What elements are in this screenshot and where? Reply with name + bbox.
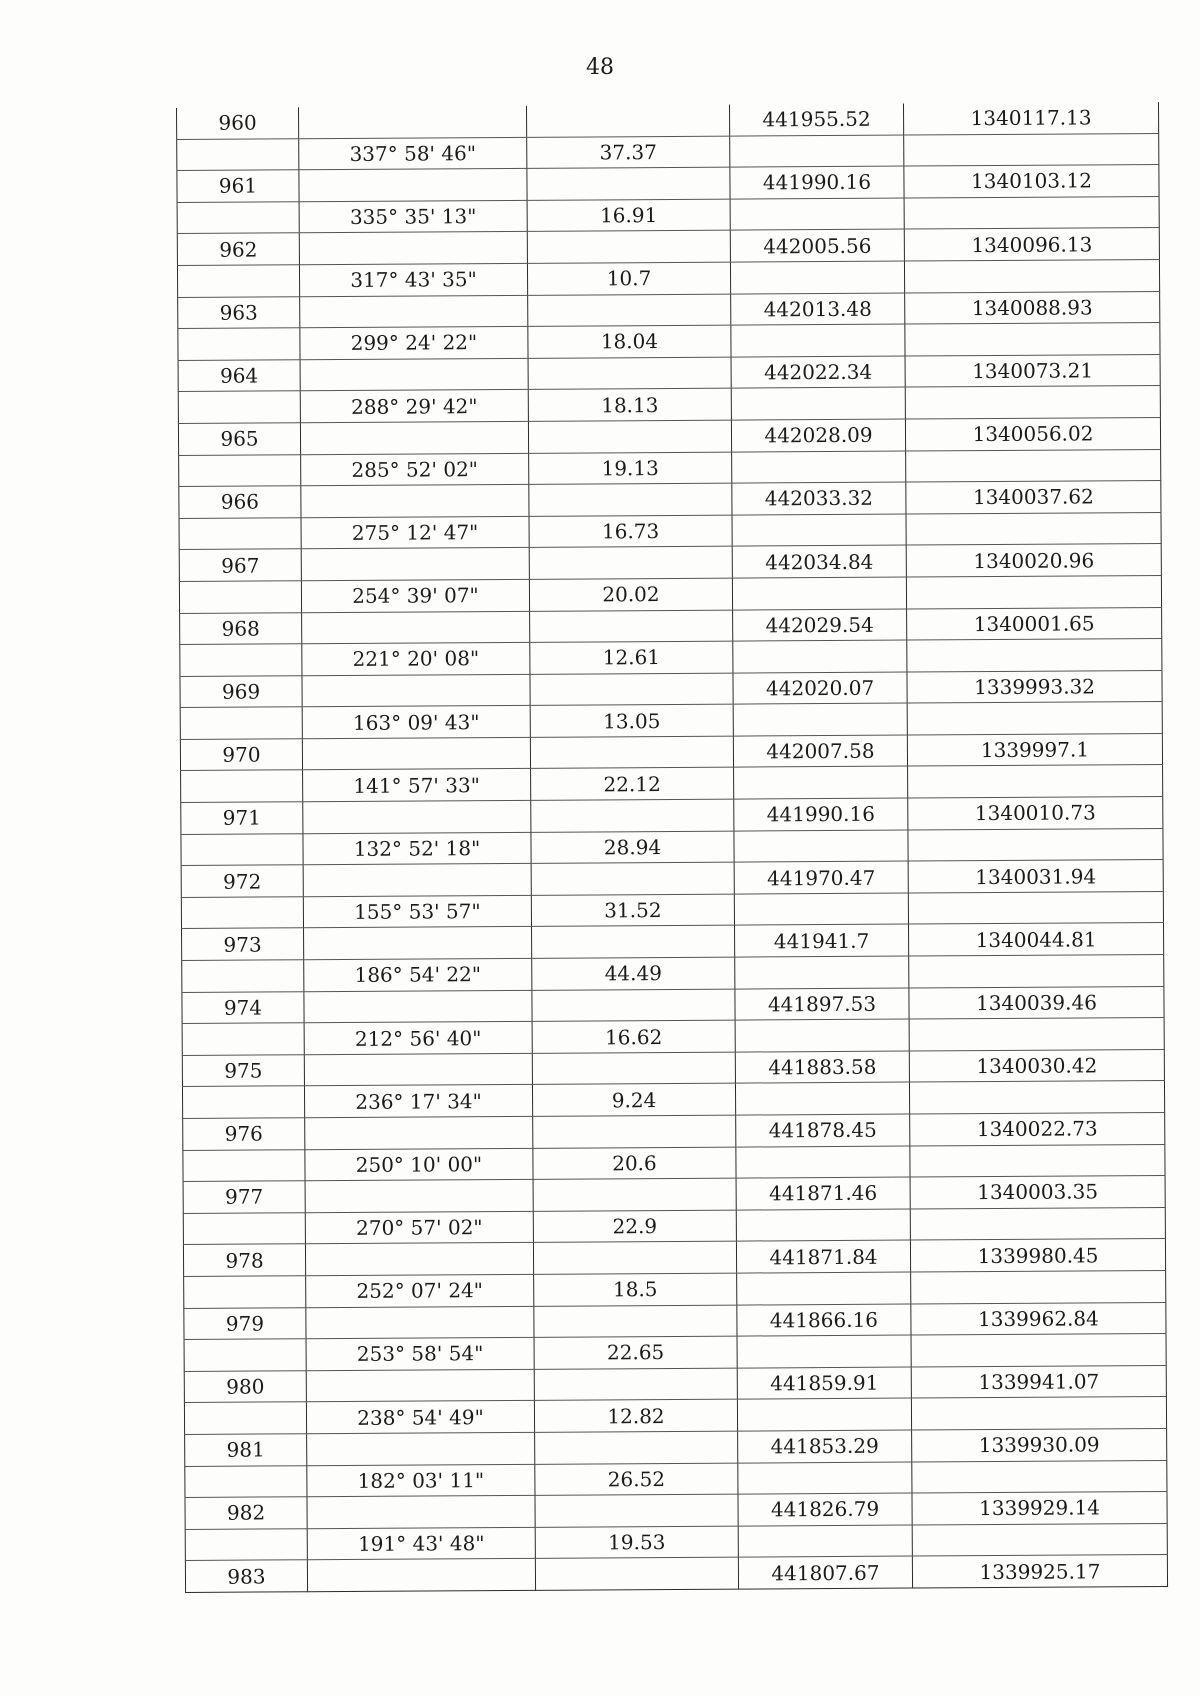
northing-cell — [909, 1081, 1164, 1114]
easting-cell — [738, 1462, 912, 1495]
northing-cell — [904, 259, 1159, 292]
distance-cell — [527, 230, 730, 263]
distance-cell — [533, 1115, 736, 1148]
bearing-cell — [306, 1369, 534, 1402]
point-cell: 977 — [183, 1181, 305, 1213]
northing-cell: 1340003.35 — [910, 1176, 1165, 1209]
easting-cell — [737, 1398, 911, 1431]
bearing-cell: 250° 10' 00" — [305, 1148, 533, 1181]
point-cell — [185, 1528, 307, 1560]
point-cell: 961 — [177, 170, 299, 202]
northing-cell: 1340096.13 — [904, 228, 1159, 261]
point-cell: 976 — [183, 1118, 305, 1150]
easting-cell: 441853.29 — [738, 1430, 912, 1463]
distance-cell — [528, 294, 731, 327]
distance-cell — [532, 1052, 735, 1085]
point-cell — [182, 1023, 304, 1055]
easting-cell: 442007.58 — [733, 735, 907, 768]
point-cell: 973 — [182, 928, 304, 960]
northing-cell — [912, 1523, 1167, 1556]
northing-cell: 1340030.42 — [909, 1049, 1164, 1082]
bearing-cell: 288° 29' 42" — [300, 390, 528, 423]
easting-cell: 441871.84 — [736, 1240, 910, 1273]
easting-cell: 441990.16 — [730, 166, 904, 199]
easting-cell — [730, 261, 904, 294]
distance-cell: 22.9 — [533, 1210, 736, 1243]
point-cell — [177, 265, 299, 297]
northing-cell: 1339993.32 — [907, 670, 1162, 703]
point-cell: 974 — [182, 991, 304, 1023]
northing-cell — [908, 765, 1163, 798]
distance-cell: 22.65 — [534, 1336, 737, 1369]
distance-cell — [532, 989, 735, 1022]
distance-cell: 10.7 — [527, 262, 730, 295]
point-cell — [181, 833, 303, 865]
point-cell: 966 — [179, 486, 301, 518]
point-cell — [178, 328, 300, 360]
distance-cell — [528, 420, 731, 453]
point-cell — [183, 1149, 305, 1181]
northing-cell — [908, 891, 1163, 924]
distance-cell: 20.6 — [533, 1147, 736, 1180]
northing-cell: 1340073.21 — [905, 354, 1160, 387]
bearing-cell: 275° 12' 47" — [301, 516, 529, 549]
northing-cell: 1340001.65 — [907, 607, 1162, 640]
bearing-cell: 299° 24' 22" — [300, 327, 528, 360]
northing-cell: 1339962.84 — [911, 1302, 1166, 1335]
bearing-cell — [307, 1559, 535, 1592]
point-cell — [184, 1402, 306, 1434]
northing-cell: 1339941.07 — [911, 1365, 1166, 1398]
easting-cell: 441970.47 — [734, 861, 908, 894]
point-cell: 982 — [185, 1497, 307, 1529]
distance-cell — [532, 926, 735, 959]
easting-cell — [734, 893, 908, 926]
distance-cell — [535, 1557, 738, 1590]
easting-cell: 442013.48 — [731, 293, 905, 326]
point-row — [185, 1555, 1167, 1593]
easting-cell: 442033.32 — [732, 482, 906, 515]
point-cell: 968 — [180, 612, 302, 644]
point-cell — [183, 1213, 305, 1245]
point-cell — [179, 517, 301, 549]
distance-cell — [530, 673, 733, 706]
easting-cell: 442029.54 — [733, 609, 907, 642]
bearing-cell — [298, 106, 526, 138]
northing-cell — [904, 196, 1159, 229]
point-cell — [181, 897, 303, 929]
bearing-cell — [305, 1243, 533, 1276]
distance-cell: 16.91 — [527, 199, 730, 232]
point-cell — [184, 1339, 306, 1371]
easting-cell — [731, 387, 905, 420]
northing-cell — [906, 512, 1161, 545]
easting-cell — [738, 1525, 912, 1558]
easting-cell: 441883.58 — [735, 1051, 909, 1084]
distance-cell — [529, 546, 732, 579]
bearing-cell — [304, 990, 532, 1023]
bearing-cell: 253° 58' 54" — [306, 1337, 534, 1370]
easting-cell: 441897.53 — [735, 988, 909, 1021]
easting-cell — [737, 1335, 911, 1368]
point-cell: 978 — [183, 1244, 305, 1276]
easting-cell — [737, 1272, 911, 1305]
bearing-cell: 335° 35' 13" — [299, 200, 527, 233]
point-cell — [177, 202, 299, 234]
northing-cell — [907, 702, 1162, 735]
northing-cell: 1340056.02 — [905, 417, 1160, 450]
distance-cell — [535, 1494, 738, 1527]
easting-cell — [736, 1209, 910, 1242]
distance-cell: 16.73 — [529, 515, 732, 548]
bearing-cell: 285° 52' 02" — [301, 453, 529, 486]
bearing-cell — [303, 800, 531, 833]
distance-cell: 18.13 — [528, 388, 731, 421]
northing-cell: 1340022.73 — [910, 1112, 1165, 1145]
northing-cell: 1340031.94 — [908, 860, 1163, 893]
easting-cell: 442005.56 — [730, 229, 904, 262]
northing-cell — [904, 133, 1159, 166]
bearing-cell — [302, 674, 530, 707]
point-cell: 969 — [180, 675, 302, 707]
point-cell: 962 — [177, 233, 299, 265]
easting-cell — [732, 451, 906, 484]
point-cell — [177, 138, 299, 170]
point-cell: 975 — [182, 1055, 304, 1087]
point-cell — [179, 454, 301, 486]
easting-cell — [732, 514, 906, 547]
distance-cell — [534, 1368, 737, 1401]
bearing-cell — [300, 358, 528, 391]
bearing-cell — [307, 1495, 535, 1528]
bearing-cell: 163° 09' 43" — [302, 706, 530, 739]
northing-cell: 1340037.62 — [906, 481, 1161, 514]
point-cell: 981 — [185, 1434, 307, 1466]
easting-cell — [730, 198, 904, 231]
point-cell: 980 — [184, 1370, 306, 1402]
easting-cell: 441941.7 — [735, 924, 909, 957]
distance-cell — [527, 167, 730, 200]
bearing-cell — [299, 232, 527, 265]
bearing-cell — [301, 548, 529, 581]
distance-cell — [534, 1305, 737, 1338]
distance-cell — [526, 105, 729, 137]
point-cell — [184, 1276, 306, 1308]
distance-cell: 13.05 — [530, 704, 733, 737]
easting-cell: 441859.91 — [737, 1367, 911, 1400]
bearing-cell — [306, 1306, 534, 1339]
point-cell: 979 — [184, 1307, 306, 1339]
point-cell — [182, 960, 304, 992]
bearing-cell: 270° 57' 02" — [305, 1211, 533, 1244]
point-cell — [179, 581, 301, 613]
bearing-cell — [299, 169, 527, 202]
easting-cell: 442020.07 — [733, 672, 907, 705]
bearing-cell — [304, 927, 532, 960]
northing-cell: 1339925.17 — [912, 1555, 1167, 1588]
bearing-cell — [307, 1432, 535, 1465]
point-cell — [181, 770, 303, 802]
northing-cell — [905, 386, 1160, 419]
distance-cell: 18.04 — [528, 325, 731, 358]
point-cell: 967 — [179, 549, 301, 581]
distance-cell: 12.61 — [530, 641, 733, 674]
bearing-cell: 212° 56' 40" — [304, 1022, 532, 1055]
distance-cell — [535, 1431, 738, 1464]
point-cell — [182, 1086, 304, 1118]
distance-cell: 12.82 — [534, 1399, 737, 1432]
distance-cell: 19.13 — [529, 452, 732, 485]
northing-cell — [906, 575, 1161, 608]
distance-cell — [533, 1241, 736, 1274]
bearing-cell: 337° 58' 46" — [299, 137, 527, 170]
distance-cell — [529, 483, 732, 516]
bearing-cell: 155° 53' 57" — [303, 895, 531, 928]
distance-cell: 20.02 — [529, 578, 732, 611]
northing-cell: 1340103.12 — [904, 165, 1159, 198]
distance-cell — [533, 1178, 736, 1211]
northing-cell: 1340010.73 — [908, 797, 1163, 830]
northing-cell — [908, 828, 1163, 861]
easting-cell: 441990.16 — [734, 798, 908, 831]
northing-cell: 1339929.14 — [912, 1492, 1167, 1525]
bearing-cell — [305, 1116, 533, 1149]
bearing-cell — [303, 864, 531, 897]
bearing-cell: 186° 54' 22" — [304, 958, 532, 991]
easting-cell — [736, 1146, 910, 1179]
easting-cell — [731, 324, 905, 357]
distance-cell — [530, 736, 733, 769]
northing-cell: 1339980.45 — [910, 1239, 1165, 1272]
easting-cell: 441826.79 — [738, 1493, 912, 1526]
bearing-cell — [300, 295, 528, 328]
northing-cell — [909, 955, 1164, 988]
point-cell — [180, 644, 302, 676]
point-cell: 960 — [176, 107, 298, 139]
northing-cell: 1340020.96 — [906, 544, 1161, 577]
distance-cell: 31.52 — [531, 894, 734, 927]
distance-cell: 9.24 — [532, 1084, 735, 1117]
easting-cell: 442034.84 — [732, 545, 906, 578]
bearing-cell — [302, 611, 530, 644]
bearing-cell: 221° 20' 08" — [302, 642, 530, 675]
point-cell: 972 — [181, 865, 303, 897]
coordinate-table — [176, 102, 1168, 1593]
point-cell: 970 — [180, 739, 302, 771]
northing-cell: 1339997.1 — [907, 733, 1162, 766]
point-cell — [185, 1465, 307, 1497]
easting-cell — [732, 577, 906, 610]
point-cell: 983 — [185, 1560, 307, 1592]
bearing-cell — [302, 737, 530, 770]
distance-cell: 19.53 — [535, 1526, 738, 1559]
easting-cell: 442028.09 — [731, 419, 905, 452]
northing-cell — [911, 1270, 1166, 1303]
distance-cell: 18.5 — [534, 1273, 737, 1306]
easting-cell — [734, 767, 908, 800]
northing-cell — [910, 1144, 1165, 1177]
northing-cell — [911, 1334, 1166, 1367]
coordinate-table-body — [176, 102, 1167, 1592]
point-cell — [180, 707, 302, 739]
distance-cell: 44.49 — [532, 957, 735, 990]
bearing-cell: 141° 57' 33" — [303, 769, 531, 802]
northing-cell: 1339930.09 — [912, 1428, 1167, 1461]
northing-cell: 1340117.13 — [903, 102, 1158, 135]
point-cell — [178, 391, 300, 423]
distance-cell: 16.62 — [532, 1020, 735, 1053]
easting-cell: 441955.52 — [729, 104, 903, 136]
distance-cell: 28.94 — [531, 831, 734, 864]
northing-cell — [910, 1207, 1165, 1240]
northing-cell — [907, 639, 1162, 672]
northing-cell — [906, 449, 1161, 482]
easting-cell — [733, 640, 907, 673]
bearing-cell: 317° 43' 35" — [299, 263, 527, 296]
point-cell: 963 — [178, 296, 300, 328]
bearing-cell: 252° 07' 24" — [306, 1274, 534, 1307]
easting-cell — [735, 956, 909, 989]
distance-cell: 26.52 — [535, 1463, 738, 1496]
bearing-cell: 132° 52' 18" — [303, 832, 531, 865]
easting-cell: 441878.45 — [736, 1114, 910, 1147]
point-cell: 965 — [178, 423, 300, 455]
page-number: 48 — [586, 55, 614, 80]
point-cell: 964 — [178, 359, 300, 391]
northing-cell — [909, 1018, 1164, 1051]
coordinate-table-wrapper — [176, 102, 1167, 1593]
easting-cell: 441807.67 — [738, 1556, 912, 1589]
easting-cell — [735, 1082, 909, 1115]
northing-cell: 1340039.46 — [909, 986, 1164, 1019]
northing-cell: 1340044.81 — [909, 923, 1164, 956]
bearing-cell: 254° 39' 07" — [301, 579, 529, 612]
distance-cell: 37.37 — [527, 136, 730, 169]
northing-cell — [912, 1460, 1167, 1493]
bearing-cell: 238° 54' 49" — [306, 1401, 534, 1434]
northing-cell: 1340088.93 — [905, 291, 1160, 324]
northing-cell — [905, 323, 1160, 356]
distance-cell — [531, 799, 734, 832]
easting-cell — [733, 703, 907, 736]
bearing-cell: 236° 17' 34" — [304, 1085, 532, 1118]
bearing-cell — [304, 1053, 532, 1086]
point-cell: 971 — [181, 802, 303, 834]
easting-cell: 441871.46 — [736, 1177, 910, 1210]
easting-cell — [735, 1019, 909, 1052]
easting-cell: 442022.34 — [731, 356, 905, 389]
bearing-cell — [305, 1180, 533, 1213]
easting-cell — [730, 135, 904, 168]
distance-cell — [528, 357, 731, 390]
distance-cell — [530, 610, 733, 643]
distance-cell — [531, 862, 734, 895]
easting-cell: 441866.16 — [737, 1304, 911, 1337]
easting-cell — [734, 830, 908, 863]
distance-cell: 22.12 — [531, 768, 734, 801]
bearing-cell — [301, 484, 529, 517]
bearing-cell: 182° 03' 11" — [307, 1464, 535, 1497]
bearing-cell — [300, 421, 528, 454]
northing-cell — [911, 1397, 1166, 1430]
bearing-cell: 191° 43' 48" — [307, 1527, 535, 1560]
